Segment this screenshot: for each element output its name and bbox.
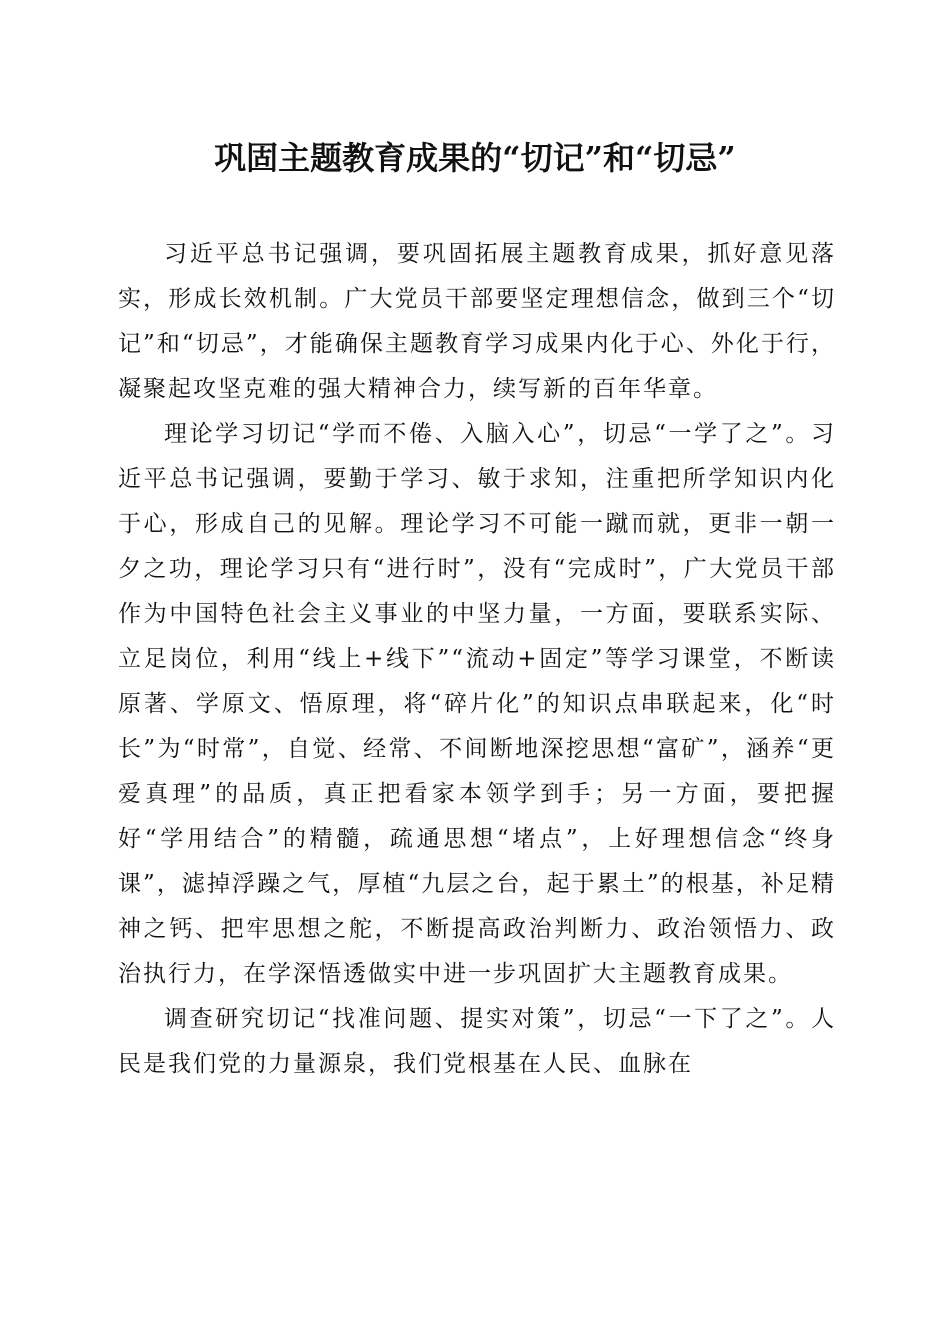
paragraph-intro: 习近平总书记强调，要巩固拓展主题教育成果，抓好意见落实，形成长效机制。广大党员干部要坚定理想信念，做到三个“切记”和“切忌”，才能确保主题教育学习成果内化于心、外化于行，凝聚起攻坚克难的强大精神合力，续写新的百年华章。	[118, 241, 836, 402]
paragraph-research: 调查研究切记“找准问题、提实对策”，切忌“一下了之”。人民是我们党的力量源泉，我们党根基在人民、血脉在	[118, 1006, 836, 1077]
paragraph-theory-study: 理论学习切记“学而不倦、入脑入心”，切忌“一学了之”。习近平总书记强调，要勤于学习、敏于求知，注重把所学知识内化于心，形成自己的见解。理论学习不可能一蹴而就，更非一朝一夕之功，理论学习只有“进行时”，没有“完成时”，广大党员干部作为中国特色社会主义事业的中坚力量，一方面，要联系实际、立足岗位，利用“线上+线下”“流动+固定”等学习课堂，不断读原著、学原文、悟原理，将“碎片化”的知识点串联起来，化“时长”为“时常”，自觉、经常、不间断地深挖思想“富矿”，涵养“更爱真理”的品质，真正把看家本领学到手；另一方面，要把握好“学用结合”的精髓，疏通思想“堵点”，上好理想信念“终身课”，滤掉浮躁之气，厚植“九层之台，起于累土”的根基，补足精神之钙、把牢思想之舵，不断提高政治判断力、政治领悟力、政治执行力，在学深悟透做实中进一步巩固扩大主题教育成果。	[118, 421, 836, 987]
document-body	[118, 232, 836, 1087]
document-title: 巩固主题教育成果的“切记”和“切忌”	[214, 139, 736, 177]
